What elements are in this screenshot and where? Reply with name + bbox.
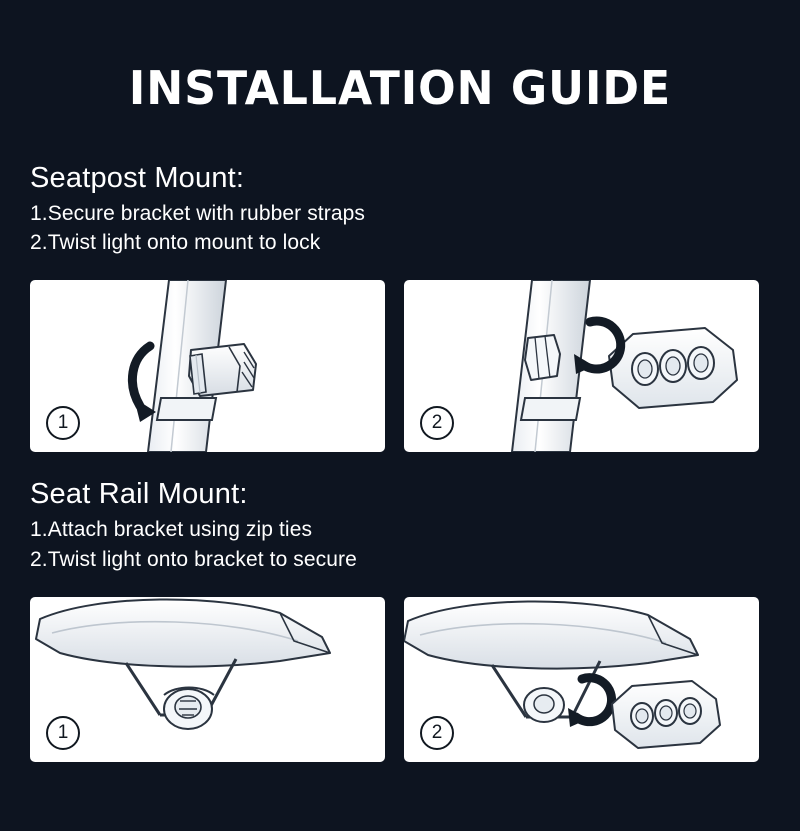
page-title: INSTALLATION GUIDE — [128, 60, 672, 115]
panel-row-seatpost — [0, 280, 800, 452]
list-item: 2.Twist light onto mount to lock — [30, 231, 321, 255]
panel-row-seat-rail — [0, 597, 800, 762]
installation-guide-page — [0, 31, 800, 831]
section-heading: Seatpost Mount: — [30, 161, 245, 194]
step-badge: 2 — [420, 716, 454, 750]
section-heading: Seat Rail Mount: — [30, 478, 248, 511]
illustration-panel — [404, 597, 759, 762]
step-list — [30, 199, 770, 259]
rotate-arrow-icon — [568, 678, 612, 727]
step-badge: 2 — [420, 406, 454, 440]
step-list — [30, 515, 770, 575]
list-item: 1.Secure bracket with rubber straps — [30, 201, 365, 225]
seatpost-twist-illustration — [404, 280, 759, 452]
seat-rail-twist-illustration — [404, 597, 759, 762]
step-badge: 1 — [46, 406, 80, 440]
illustration-panel — [30, 280, 385, 452]
list-item: 2.Twist light onto bracket to secure — [30, 548, 357, 572]
list-item: 1.Attach bracket using zip ties — [30, 518, 313, 542]
illustration-panel — [30, 597, 385, 762]
section-seat-rail-mount — [0, 478, 800, 575]
illustration-panel — [404, 280, 759, 452]
seatpost-bracket-illustration — [30, 280, 385, 452]
seat-rail-bracket-illustration — [30, 597, 385, 762]
step-badge: 1 — [46, 716, 80, 750]
section-seatpost-mount — [0, 162, 800, 259]
